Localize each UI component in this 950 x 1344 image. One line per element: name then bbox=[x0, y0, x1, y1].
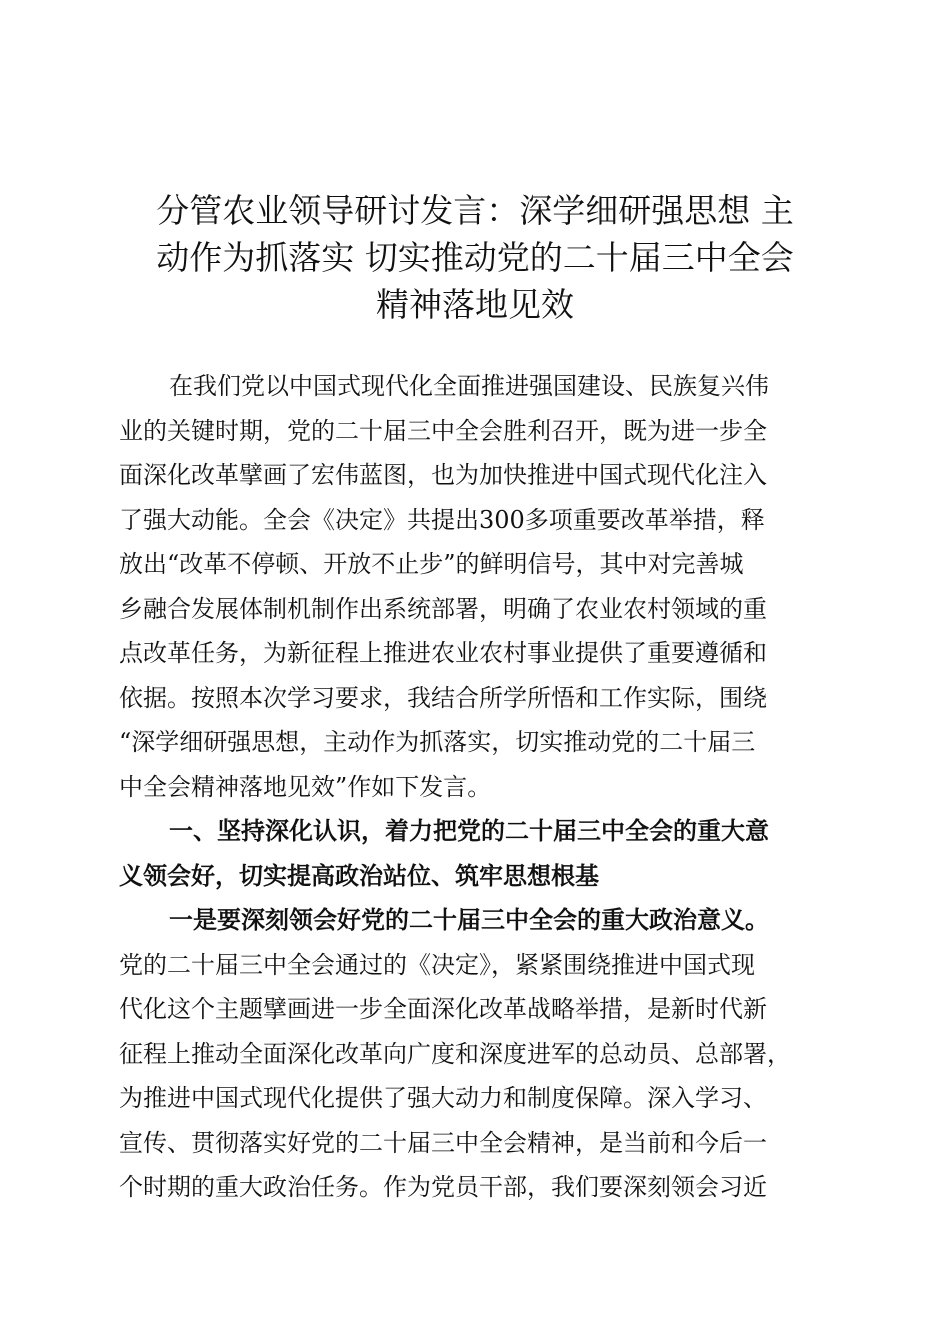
point-paragraph-line: 代化这个主题擘画进一步全面深化改革战略举措，是新时代新 bbox=[119, 995, 767, 1023]
title-line: 精神落地见效 bbox=[376, 285, 574, 324]
point-paragraph-line: 征程上推动全面深化改革向广度和深度进军的总动员、总部署， bbox=[119, 1039, 791, 1068]
title-line: 动作为抓落实 切实推动党的二十届三中全会 bbox=[156, 238, 794, 277]
intro-paragraph-line: “深学细研强思想，主动作为抓落实，切实推动党的二十届三 bbox=[119, 728, 756, 756]
section-heading-line: 义领会好，切实提高政治站位、筑牢思想根基 bbox=[119, 861, 599, 890]
point-paragraph-line: 党的二十届三中全会通过的《决定》，紧紧围绕推进中国式现 bbox=[119, 950, 755, 979]
point-heading: 一是要深刻领会好党的二十届三中全会的重大政治意义。 bbox=[169, 906, 769, 934]
intro-paragraph-line: 面深化改革擘画了宏伟蓝图，也为加快推进中国式现代化注入 bbox=[119, 461, 767, 489]
point-paragraph-line: 宣传、贯彻落实好党的二十届三中全会精神，是当前和今后一 bbox=[119, 1128, 767, 1157]
intro-paragraph-line: 业的关键时期，党的二十届三中全会胜利召开，既为进一步全 bbox=[119, 416, 767, 445]
intro-paragraph-line: 点改革任务，为新征程上推进农业农村事业提供了重要遵循和 bbox=[119, 639, 767, 667]
intro-paragraph-line: 乡融合发展体制机制作出系统部署，明确了农业农村领域的重 bbox=[119, 594, 767, 623]
intro-paragraph-line: 在我们党以中国式现代化全面推进强国建设、民族复兴伟 bbox=[169, 372, 769, 400]
point-paragraph-line: 个时期的重大政治任务。作为党员干部，我们要深刻领会习近 bbox=[119, 1173, 767, 1201]
intro-paragraph-line: 放出“改革不停顿、开放不止步”的鲜明信号，其中对完善城 bbox=[119, 550, 744, 578]
intro-paragraph-line: 了强大动能。全会《决定》共提出300多项重要改革举措，释 bbox=[119, 505, 765, 534]
section-heading-line: 一、坚持深化认识，着力把党的二十届三中全会的重大意 bbox=[169, 817, 769, 845]
document-title bbox=[100, 187, 850, 328]
intro-paragraph-line: 中全会精神落地见效”作如下发言。 bbox=[119, 772, 492, 801]
point-paragraph-line: 为推进中国式现代化提供了强大动力和制度保障。深入学习、 bbox=[119, 1084, 767, 1112]
document-body bbox=[119, 364, 831, 1210]
intro-paragraph-line: 依据。按照本次学习要求，我结合所学所悟和工作实际，围绕 bbox=[119, 683, 767, 712]
title-line: 分管农业领导研讨发言：深学细研强思想 主 bbox=[156, 191, 794, 230]
